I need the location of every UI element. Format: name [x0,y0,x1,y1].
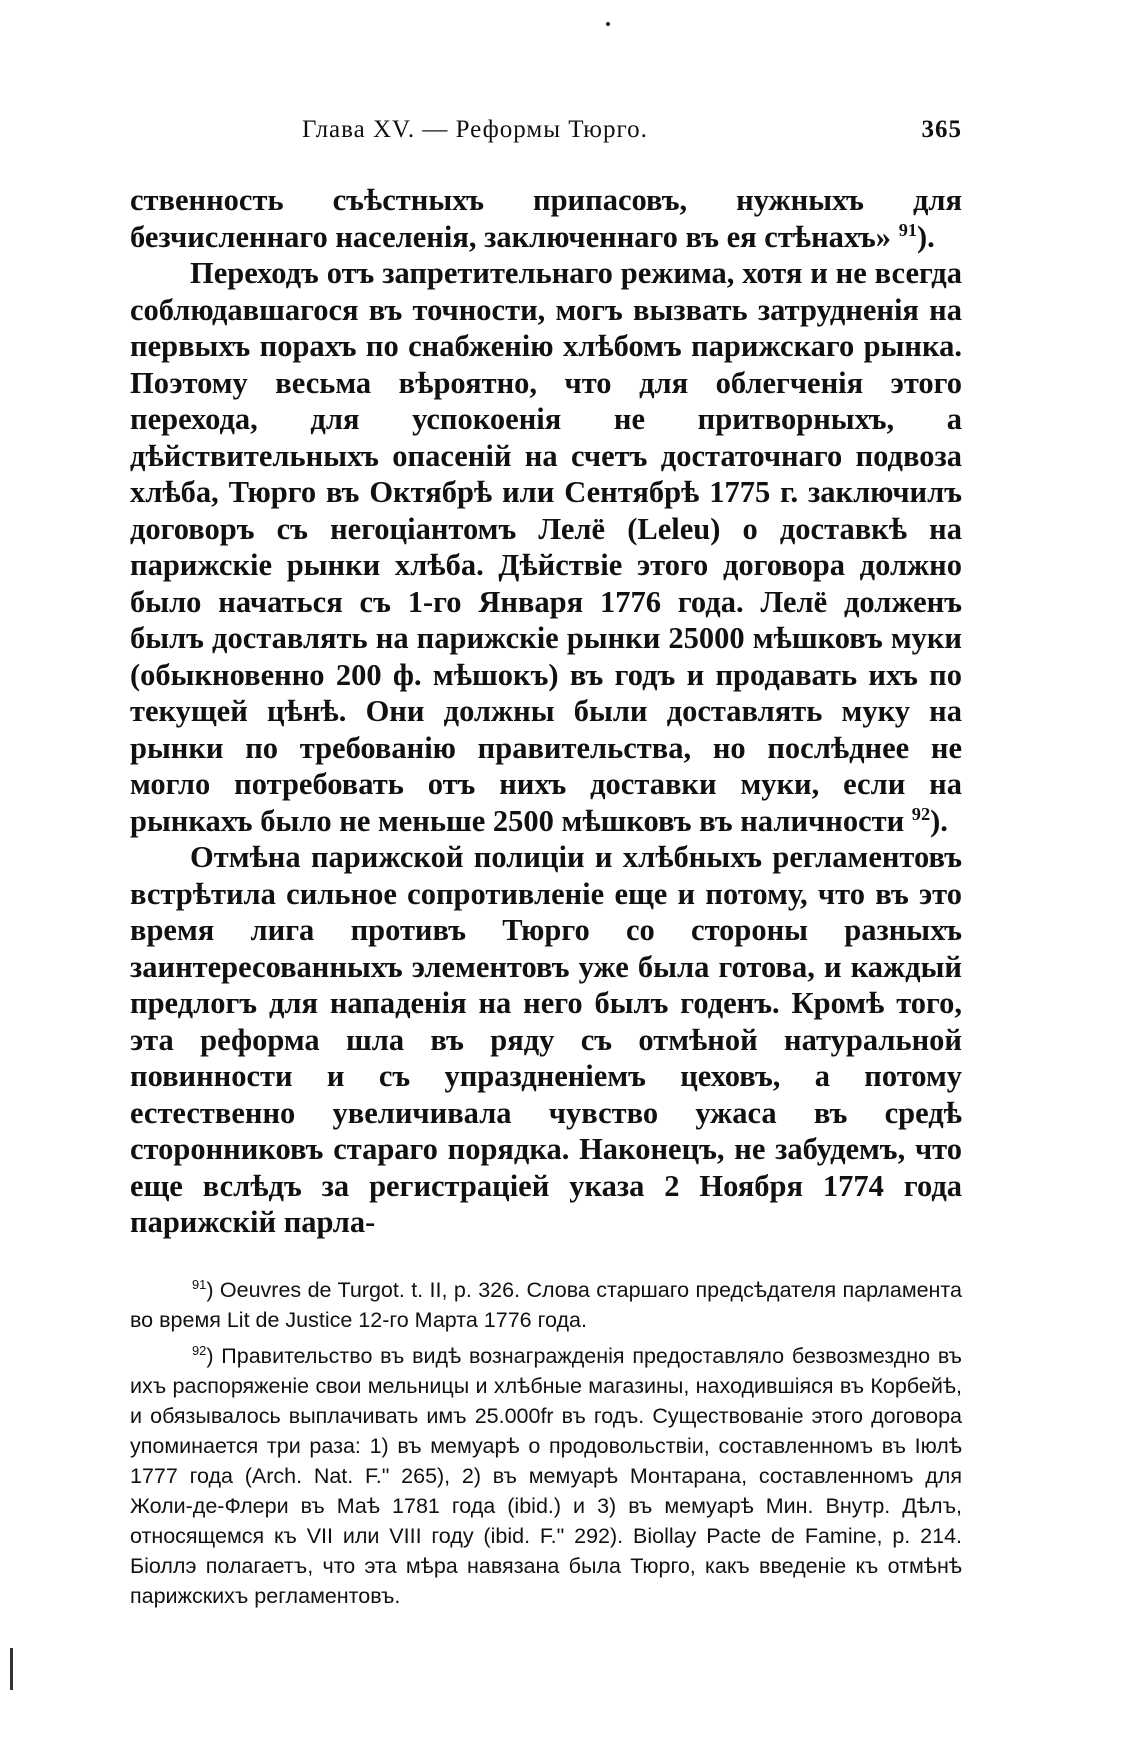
paragraph-1-end: ). [916,219,935,254]
print-speck [606,22,610,26]
chapter-title: Глава XV. — Реформы Тюрго. [302,116,648,143]
paragraph-1 [130,182,962,255]
paragraph-2-text: Переходъ отъ запретительнаго режима, хотя и не всегда соблюдавшагося въ точности, могъ вызвать затрудненія на первыхъ порахъ по снабженію хлѣбомъ парижскаго рынка. Поэтому весьма вѣроятно, что для облегченія этого перехода, для успокоенія не притворныхъ, а дѣйствительныхъ опасеній на счетъ достаточнаго подвоза хлѣба, Тюрго въ Октябрѣ или Сентябрѣ 1775 г. заключилъ договоръ съ негоціантомъ Лелё (Leleu) о доставкѣ на парижскіе рынки хлѣба. Дѣйствіе этого договора должно было начаться съ 1-го Января 1776 года. Лелё долженъ былъ доставлять на парижскіе рынки 25000 мѣшковъ муки (обыкновенно 200 ф. мѣшокъ) въ годъ и продавать ихъ по текущей цѣнѣ. Они должны были доставлять муку на рынки по требованію правительства, но послѣднее не могло потребовать отъ нихъ доставки муки, если на рынкахъ было не меньше 2500 мѣшковъ въ наличности [130,256,962,838]
paragraph-3: Отмѣна парижской полиціи и хлѣбныхъ регламентовъ встрѣтила сильное сопротивленіе еще и потому, что въ это время лига противъ Тюрго со стороны разныхъ заинтересованныхъ элементовъ уже была готова, и каждый предлогъ для нападенія на него былъ годенъ. Кромѣ того, эта реформа шла въ ряду съ отмѣной натуральной повинности и съ упраздненіемъ цеховъ, а потому естественно увеличивала чувство ужаса въ средѣ сторонниковъ стараго порядка. Наконецъ, не забудемъ, что еще вслѣдъ за регистраціей указа 2 Ноября 1774 года парижскій парла- [130,840,962,1239]
paragraph-2 [130,255,962,839]
main-text [130,182,962,1241]
footnote-marker-92: 92 [192,1342,207,1358]
paragraph-1-text: ственность съѣстныхъ припасовъ, нужныхъ для безчисленнаго населенія, заключеннаго въ ея стѣнахъ» [130,183,962,254]
scan-edge-mark [10,1648,13,1690]
paragraph-2-end: ). [930,803,948,838]
footnote-marker-91: 91 [192,1276,207,1292]
footnote-92 [130,1341,962,1611]
footnote-ref-91: 91 [898,219,917,240]
footnote-92-text: ) Правительство въ видѣ вознагражденія предоставляло безвозмездно въ ихъ распоряженіе свои мельницы и хлѣбные магазины, находившіяся въ Корбейѣ, и обязывалось выплачивать имъ 25.000fr въ годъ. Существованіе этого договора упоминается три раза: 1) въ мемуарѣ о продовольствіи, составленномъ въ Іюлѣ 1777 года (Arch. Nat. F." 265), 2) въ мемуарѣ Монтарана, составленномъ для Жоли-де-Флери въ Маѣ 1781 года (ibid.) и 3) въ мемуарѣ Мин. Внутр. Дѣлъ, относящемся къ VII или VIII году (ibid. F." 292). Biollay Pacte de Famine, p. 214. Біоллэ полагаетъ, что эта мѣра навязана была Тюрго, какъ введеніе къ отмѣнѣ парижскихъ регламентовъ. [130,1343,962,1608]
footnote-91-text: ) Oeuvres de Turgot. t. II, p. 326. Слова старшаго предсѣдателя парламента во время Lit de Justice 12-го Марта 1776 года. [130,1277,962,1332]
running-head [130,108,962,152]
footnotes [130,1275,962,1611]
book-page [130,108,962,1617]
footnote-ref-92: 92 [911,803,931,824]
page-number: 365 [921,116,962,143]
footnote-91 [130,1275,962,1335]
